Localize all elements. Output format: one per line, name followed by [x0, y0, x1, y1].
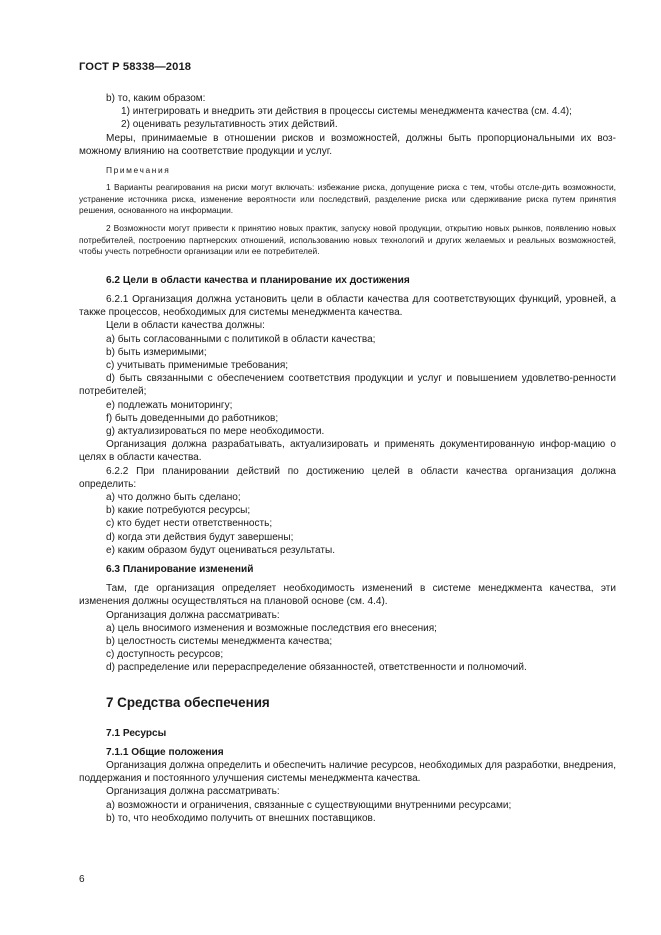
- paragraph: d) быть связанными с обеспечением соответствия продукции и услуг и повышением удовлетво-ренности потребителей;: [79, 373, 616, 398]
- spacer: [79, 685, 616, 695]
- paragraph: Организация должна разрабатывать, актуализировать и применять документированную инфор-мацию о целях в области качества.: [79, 439, 616, 464]
- spacer: [79, 675, 616, 685]
- paragraph: a) что должно быть сделано;: [106, 492, 241, 504]
- paragraph: c) доступность ресурсов;: [106, 649, 224, 661]
- paragraph: b) какие потребуются ресурсы;: [106, 505, 251, 517]
- paragraph: d) когда эти действия будут завершены;: [106, 531, 294, 543]
- paragraph: b) целостность системы менеджмента качества;: [106, 636, 333, 648]
- spacer: [79, 711, 616, 721]
- paragraph: 6.2.2 При планировании действий по достижению целей в области качества организация должна определить:: [79, 465, 616, 490]
- section-heading: 6.2 Цели в области качества и планирование их достижения: [106, 274, 410, 286]
- document-header: ГОСТ Р 58338—2018: [79, 61, 192, 73]
- paragraph: 6.2.1 Организация должна установить цели в области качества для соответствующих функций, уровней, а также процессов, необходимых для системы менеджмента качества.: [79, 293, 616, 319]
- paragraph: b) то, что необходимо получить от внешних поставщиков.: [106, 812, 376, 824]
- paragraph: d) распределение или перераспределение обязанностей, ответственности и полномочий.: [106, 662, 527, 674]
- page-number: 6: [79, 874, 85, 885]
- paragraph: Там, где организация определяет необходимость изменений в системе менеджмента качества, эти изменения должны осуществляться на плановой основе (см. 4.4).: [79, 583, 616, 608]
- spacer: [79, 258, 616, 268]
- paragraph: Организация должна рассматривать:: [106, 609, 280, 621]
- document-body: [79, 92, 616, 825]
- paragraph: Цели в области качества должны:: [106, 320, 265, 332]
- paragraph: f) быть доведенными до работников;: [106, 412, 279, 424]
- paragraph: Организация должна определить и обеспечить наличие ресурсов, необходимых для разработки, внедрения, поддержания и постоянного улучшения системы менеджмента качества.: [79, 760, 616, 785]
- section-heading: 7 Средства обеспечения: [106, 694, 270, 710]
- paragraph: Меры, принимаемые в отношении рисков и возможностей, должны быть пропорциональными их воз-можному влиянию на соответствие продукции и услуг.: [79, 132, 616, 157]
- paragraph: a) возможности и ограничения, связанные с существующими внутренними ресурсами;: [106, 799, 512, 811]
- paragraph: Организация должна рассматривать:: [106, 786, 280, 798]
- note-paragraph: 1 Варианты реагирования на риски могут включать: избежание риска, допущение риска с тем, чтобы отсле-дить возможности, устранение источника риска, изменение вероятности или последствий, разделение риска или сдерживание риска путем принятия решения, основанного на информации.: [79, 182, 616, 216]
- paragraph: b) то, каким образом:: [106, 93, 206, 104]
- paragraph: a) быть согласованными с политикой в области качества;: [106, 333, 376, 345]
- paragraph: e) подлежать мониторингу;: [106, 399, 233, 411]
- note-paragraph: 2 Возможности могут привести к принятию новых практик, запуску новой продукции, открытию новых рынков, появлению новых потребителей, построению партнерских отношений, использованию новых технологий и других желаемых и реальных возможностей, чтобы учесть потребности организации или ее потребителей.: [79, 223, 616, 257]
- paragraph: b) быть измеримыми;: [106, 346, 207, 358]
- paragraph: e) каким образом будут оцениваться результаты.: [106, 544, 336, 556]
- section-heading: 7.1.1 Общие положения: [106, 746, 224, 758]
- note-paragraph: Примечания: [106, 165, 171, 176]
- paragraph: 2) оценивать результативность этих действий.: [121, 119, 338, 131]
- paragraph: c) кто будет нести ответственность;: [106, 518, 273, 530]
- section-heading: 6.3 Планирование изменений: [106, 564, 254, 576]
- paragraph: a) цель вносимого изменения и возможные последствия его внесения;: [106, 622, 437, 634]
- paragraph: 1) интегрировать и внедрить эти действия в процессы системы менеджмента качества (см. 4.4);: [121, 106, 572, 118]
- paragraph: c) учитывать применимые требования;: [106, 360, 289, 371]
- section-heading: 7.1 Ресурсы: [106, 727, 167, 739]
- paragraph: g) актуализироваться по мере необходимости.: [106, 426, 325, 438]
